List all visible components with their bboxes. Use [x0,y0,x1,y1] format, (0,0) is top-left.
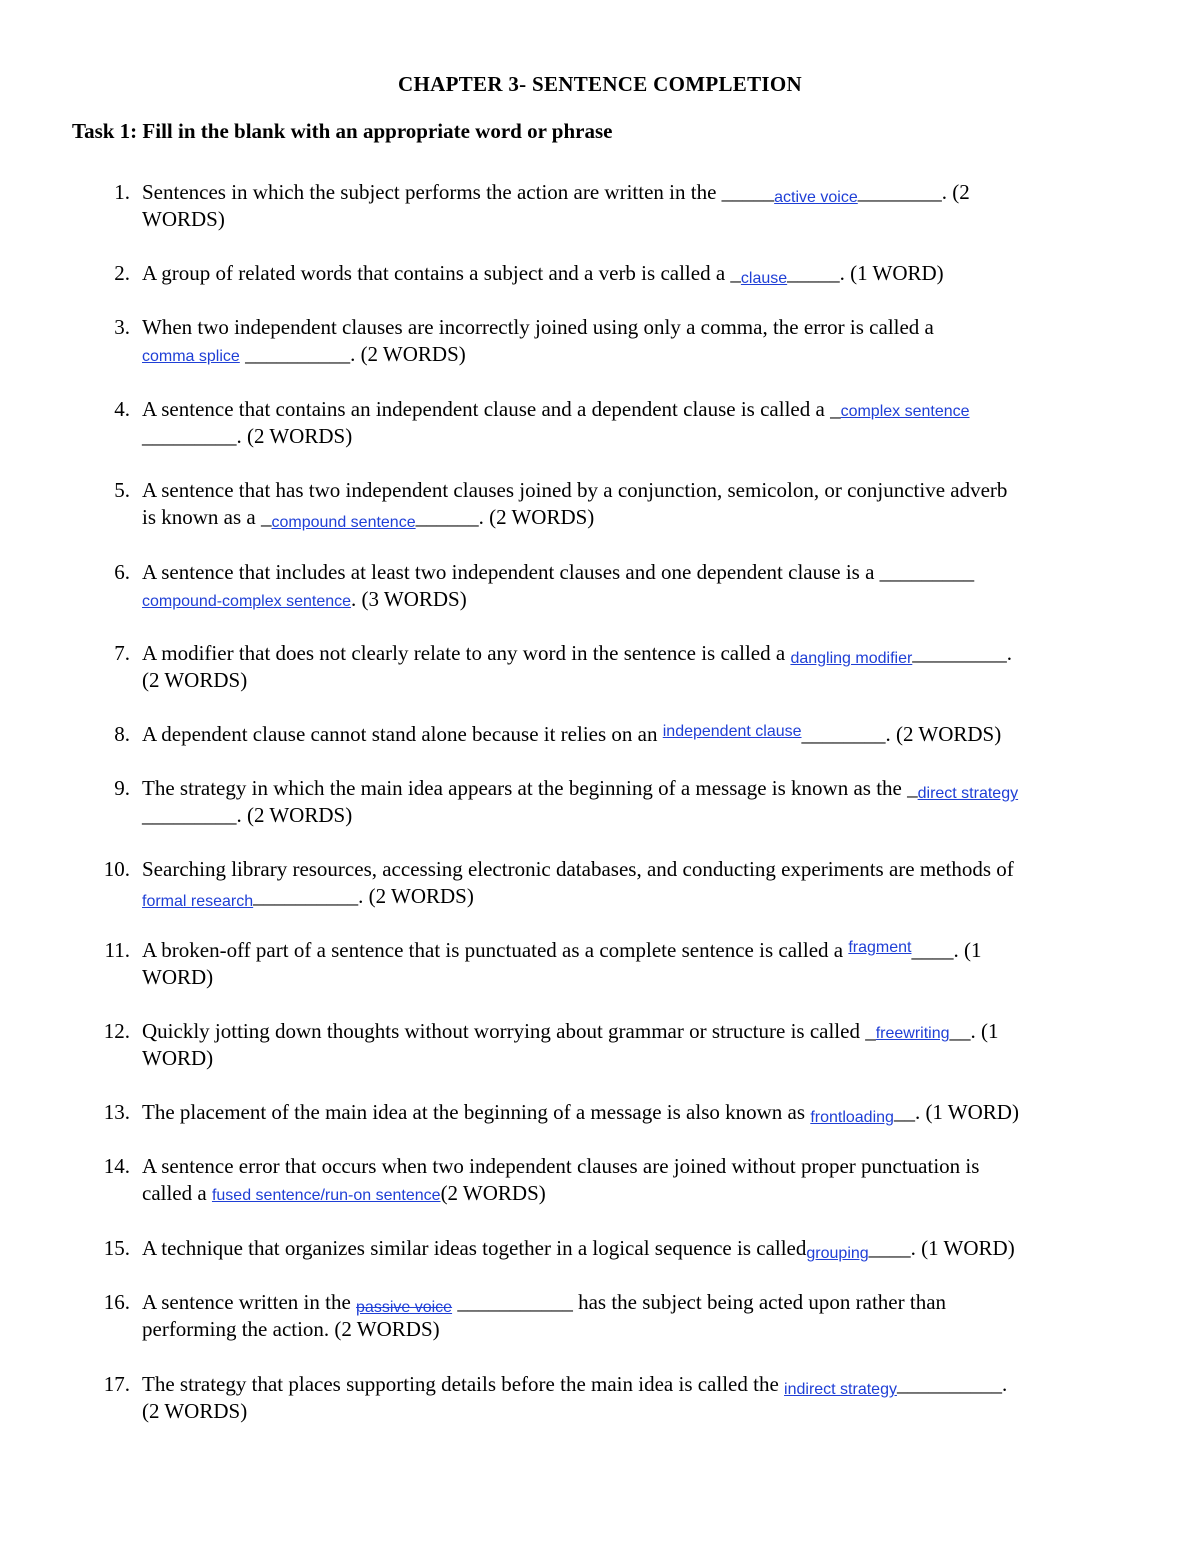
question-number: 12. [103,1019,130,1043]
question-text-line2: __________. (2 WORDS) [239,342,466,366]
answer-text: freewriting [875,1025,950,1042]
answer-text: dangling modifier [790,650,913,667]
question-text-line2: ______. (2 WORDS) [415,505,595,529]
question-text-tail: __________. [896,1372,1008,1396]
question-text-line2: (2 WORDS) [142,1399,248,1423]
question-item [72,1235,1132,1262]
question-text-line2: (2 WORDS) [142,668,248,692]
question-number: 6. [114,560,130,584]
question-text-tail: ____. (1 WORD) [868,1236,1015,1260]
question-text-line2: WORD) [142,965,214,989]
question-item [72,937,1132,991]
question-text-line2-lead: is known as a _ [142,505,272,529]
question-text-line2: WORDS) [142,207,225,231]
question-item [72,477,1132,531]
blank-line: _ [907,776,918,800]
question-number: 1. [114,180,130,204]
answer-text: fused sentence/run-on sentence [211,1187,441,1204]
question-text: Quickly jotting down thoughts without worrying about grammar or structure is called [142,1019,866,1043]
question-text-tail: __. (1 [949,1019,999,1043]
blank-line: _ [730,261,741,285]
answer-text: indirect strategy [784,1381,897,1398]
question-item [72,314,1132,368]
question-item [72,721,1132,748]
answer-text: compound sentence [271,514,416,531]
blank-line: _____ [721,180,775,204]
question-number: 8. [114,722,130,746]
question-item [72,775,1132,829]
answer-text: active voice [774,189,858,206]
question-item [72,1289,1132,1343]
answer-text: grouping [806,1245,869,1262]
question-number: 9. [114,776,130,800]
question-text: The strategy in which the main idea appears at the beginning of a message is known as the [142,776,908,800]
question-item [72,640,1132,694]
question-text: The placement of the main idea at the beginning of a message is also known as [142,1100,811,1124]
question-text: When two independent clauses are incorrectly joined using only a comma, the error is called a [142,315,934,339]
answer-text: direct strategy [917,785,1019,802]
question-text: A group of related words that contains a subject and a verb is called a [142,261,731,285]
question-text: Sentences in which the subject performs the action are written in the [142,180,722,204]
question-item [72,1153,1132,1207]
question-text-line2: performing the action. (2 WORDS) [142,1317,440,1341]
question-text: A sentence that has two independent clauses joined by a conjunction, semicolon, or conjunctive adverb [142,478,1008,502]
question-text-line2: . (3 WORDS) [351,587,467,611]
question-text-tail: _________. [912,641,1013,665]
answer-text: frontloading [810,1109,894,1126]
answer-text: formal research [142,893,254,910]
question-text: The strategy that places supporting details before the main idea is called the [142,1372,785,1396]
task-heading: Task 1: Fill in the blank with an appropriate word or phrase [72,119,613,143]
question-item [72,260,1132,287]
answer-text: compound-complex sentence [142,593,352,610]
question-text-line2: (2 WORDS) [440,1181,546,1205]
question-item [72,179,1132,233]
question-number: 2. [114,261,130,285]
question-number: 11. [104,938,130,962]
question-text: A broken-off part of a sentence that is punctuated as a complete sentence is called a [142,938,849,962]
question-text-line2: WORD) [142,1046,214,1070]
question-text-tail: ________. (2 [857,180,970,204]
question-text: A sentence written in the [142,1290,357,1314]
question-text-tail: ___________ has the subject being acted upon rather than [452,1290,947,1314]
question-text-line2-lead: called a [142,1181,212,1205]
answer-text: fragment [848,939,912,956]
question-number: 10. [103,857,130,881]
answer-text: independent clause [662,723,802,740]
question-text: A dependent clause cannot stand alone because it relies on an [142,722,663,746]
question-text-tail: _____. (1 WORD) [787,261,944,285]
blank-line: _ [865,1019,876,1043]
page-title: CHAPTER 3- SENTENCE COMPLETION [398,72,802,96]
answer-text: complex sentence [840,403,970,420]
question-item [72,1099,1132,1126]
question-item [72,1018,1132,1072]
question-text: Searching library resources, accessing electronic databases, and conducting experiments are methods of [142,857,1014,881]
question-text-line2: _________. (2 WORDS) [142,424,353,448]
question-text-line2: _________. (2 WORDS) [142,803,353,827]
question-text: A sentence that contains an independent clause and a dependent clause is called a [142,397,831,421]
question-item [72,559,1132,613]
question-number: 13. [103,1100,130,1124]
question-item [72,396,1132,450]
question-text: A sentence that includes at least two independent clauses and one dependent clause is a _________ [142,560,975,584]
answer-text: comma splice [142,348,240,365]
question-text-line2: __________. (2 WORDS) [253,884,474,908]
question-number: 15. [103,1236,130,1260]
question-number: 17. [103,1372,130,1396]
answer-text: clause [740,270,788,287]
question-number: 5. [114,478,130,502]
question-number: 3. [114,315,130,339]
question-text: A modifier that does not clearly relate to any word in the sentence is called a [142,641,791,665]
question-text: A sentence error that occurs when two independent clauses are joined without proper punctuation is [142,1154,980,1178]
question-text-tail: __. (1 WORD) [893,1100,1019,1124]
question-number: 14. [103,1154,130,1178]
question-text-tail: ____. (1 [911,938,982,962]
question-number: 7. [114,641,130,665]
question-item [72,1371,1132,1425]
question-item [72,856,1132,910]
question-number: 16. [103,1290,130,1314]
blank-line: _ [830,397,841,421]
question-number: 4. [114,397,130,421]
answer-text: passive voice [356,1299,453,1316]
question-text: A technique that organizes similar ideas together in a logical sequence is called [142,1236,807,1260]
question-text-tail: ________. (2 WORDS) [801,722,1002,746]
